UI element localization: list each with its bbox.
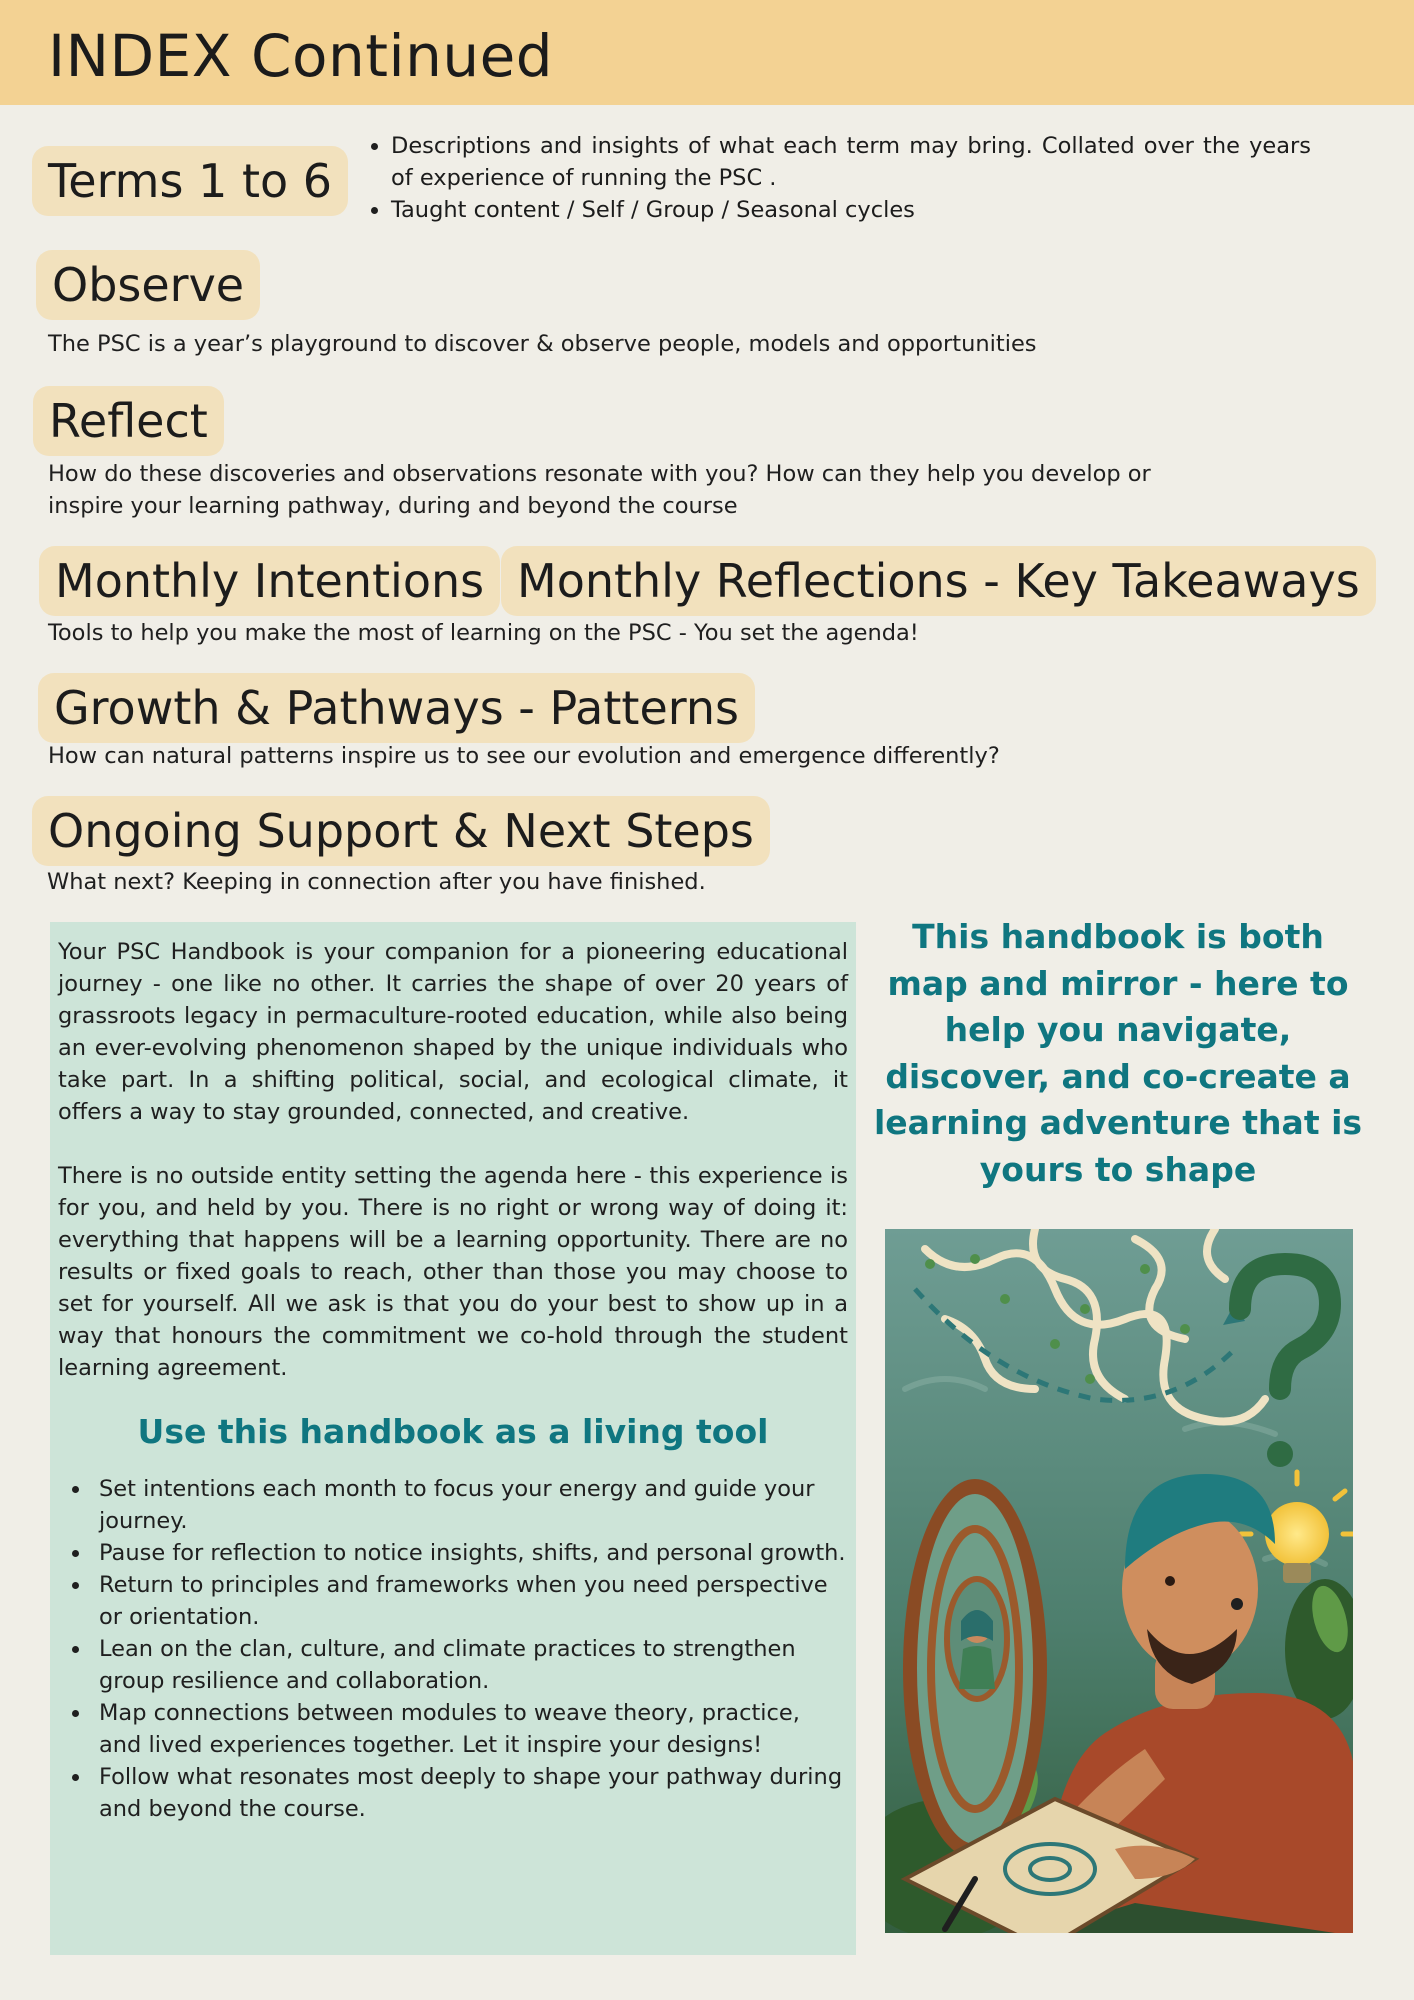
section-label-support: Ongoing Support & Next Steps [32, 796, 770, 866]
person-with-mirror-illustration [885, 1229, 1353, 1933]
list-item: Return to principles and frameworks when you need perspective or orientation. [90, 1569, 848, 1633]
living-tool-heading: Use this handbook as a living tool [137, 1412, 769, 1451]
handbook-tagline: This handbook is both map and mirror - here to help you navigate, discover, and co-create a learning adventure that is yours to shape [873, 917, 1363, 1189]
intro-paragraph-1: Your PSC Handbook is your companion for a pioneering educational journey - one like no other. It carries the shape of over 20 years of grassroots legacy in permaculture-rooted education, while also being an ever-evolving phenomenon shaped by the unique individuals who take part. In a shifting political, social, and ecological climate, it offers a way to stay grounded, connected, and creative. [58, 939, 848, 1125]
living-tool-list [58, 1473, 848, 1825]
page-title: INDEX Continued [48, 22, 554, 90]
list-item: Follow what resonates most deeply to shape your pathway during and beyond the course. [90, 1761, 848, 1825]
section-label-observe: Observe [36, 250, 260, 320]
list-item: Descriptions and insights of what each term may bring. Collated over the years of experience of running the PSC . [365, 130, 1311, 194]
section-label-growth: Growth & Pathways - Patterns [38, 673, 755, 743]
list-item: Lean on the clan, culture, and climate practices to strengthen group resilience and collaboration. [90, 1633, 848, 1697]
list-item: Pause for reflection to notice insights, shifts, and personal growth. [90, 1537, 848, 1569]
handbook-intro-panel [50, 922, 856, 1955]
growth-description: How can natural patterns inspire us to see our evolution and emergence differently? [48, 743, 1000, 769]
support-description: What next? Keeping in connection after you have finished. [47, 869, 706, 895]
section-label-terms: Terms 1 to 6 [32, 146, 348, 216]
section-label-monthly-intentions: Monthly Intentions [39, 546, 500, 616]
section-label-reflect: Reflect [33, 386, 224, 456]
list-item: Set intentions each month to focus your energy and guide your journey. [90, 1473, 848, 1537]
reflect-description-line-1: How do these discoveries and observations resonate with you? How can they help you develop or [48, 461, 1151, 487]
list-item: Taught content / Self / Group / Seasonal cycles [365, 194, 1311, 226]
section-label-monthly-reflections: Monthly Reflections - Key Takeaways [501, 546, 1376, 616]
monthly-description: Tools to help you make the most of learning on the PSC - You set the agenda! [48, 620, 919, 646]
page-header [0, 0, 1414, 105]
reflect-description-line-2: inspire your learning pathway, during and beyond the course [48, 493, 738, 519]
terms-bullet-list [365, 130, 1311, 226]
observe-description: The PSC is a year’s playground to discover & observe people, models and opportunities [48, 331, 1037, 357]
list-item: Map connections between modules to weave theory, practice, and lived experiences together. Let it inspire your designs! [90, 1697, 848, 1761]
intro-paragraph-2: There is no outside entity setting the agenda here - this experience is for you, and held by you. There is no right or wrong way of doing it: everything that happens will be a learning opportunity. There are no results or fixed goals to reach, other than those you may choose to set for yourself. All we ask is that you do your best to show up in a way that honours the commitment we co-hold through the student learning agreement. [58, 1163, 848, 1381]
